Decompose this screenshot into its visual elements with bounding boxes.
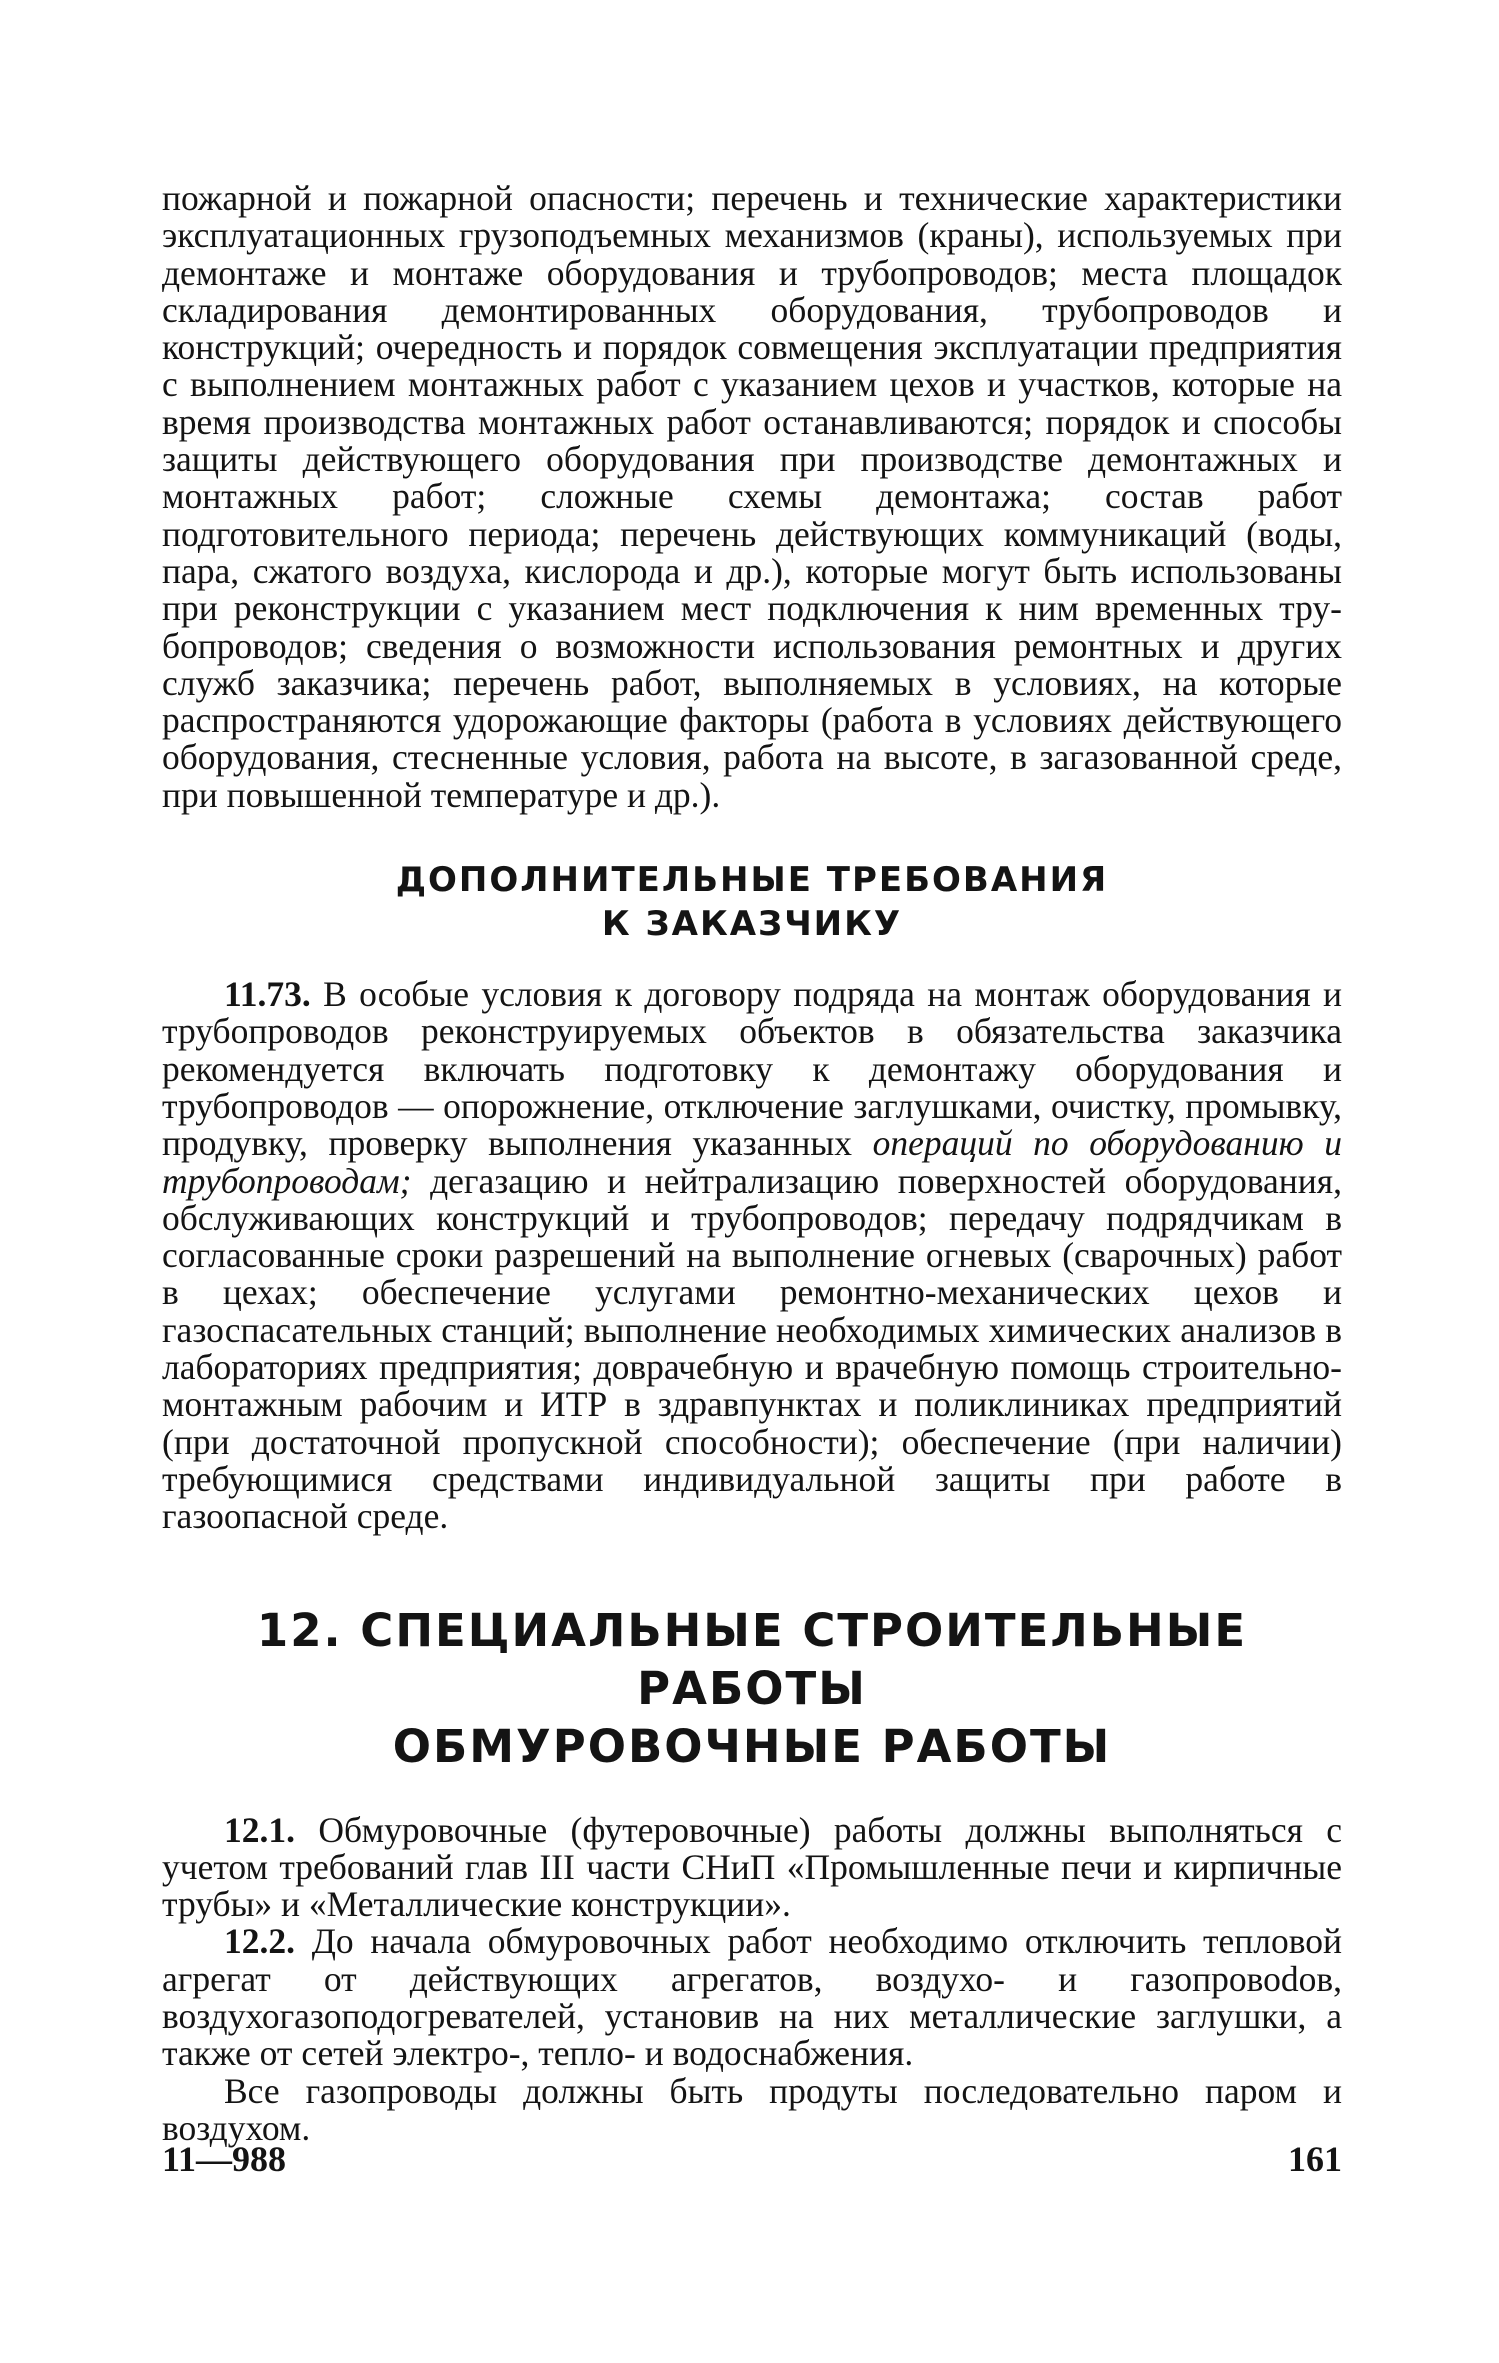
clause-text: дегазацию и нейтрализацию поверхностей оборудования, обслуживающих конструкций и трубопроводов; передачу подрядчикам в согласованные сроки разрешений на выполнение огневых (сварочных) работ в цехах; обеспечение услугами ремонтно-механических цехов и газоспасательных станций; выполнение необходимых химических анализов в лабораториях предприятия; доврачебную и врачебную помощь строительно-монтажным рабочим и ИТР в здравпунктах и поликлиниках предприятий (при достаточной пропускной способности); обеспечение (при наличии) требующимися средствами индивидуальной защиты при работе в газоопасной среде. [162,1160,1342,1537]
page-content [162,180,1342,2147]
signature-mark: 11—988 [162,2139,287,2179]
section-heading-line-1: 12. СПЕЦИАЛЬНЫЕ СТРОИТЕЛЬНЫЕ РАБОТЫ [256,1603,1248,1715]
clause-text: Обмуровочные (футеровочные) работы должны выполняться с учетом требований глав III части СНиП «Промышленные печи и кирпичные трубы» и «Металлические конструкции». [162,1809,1343,1925]
subheading-line-1: ДОПОЛНИТЕЛЬНЫЕ ТРЕБОВАНИЯ [395,860,1109,901]
clause-12-2 [162,1923,1342,2072]
section-heading [162,1602,1342,1776]
intro-paragraph: пожарной и пожарной опасности; перечень и технические характеристики эксплуатационных грузоподъемных механизмов (краны), используемых при демонтаже и монтаже оборудования и трубопроводов; места площадок складирования демонтированных оборудования, трубопроводов и конструкций; очередность и порядок совмещения эксплуатации предприятия с выполнением монтажных работ с указанием цехов и участков, которые на время производства монтажных работ останавливаются; порядок и способы защиты действующего оборудования при производстве демонтажных и монтажных работ; сложные схемы демонтажа; состав работ подготовительного периода; перечень действующих коммуникаций (воды, пара, сжатого воздуха, кислорода и др.), которые могут быть использованы при реконструкции с указанием мест подключения к ним временных трубопроводов; сведения о возможности использования ремонтных и других служб заказчика; перечень работ, выполняемых в условиях, на которые распространяются удорожающие факторы (работа в условиях действующего оборудования, стесненные условия, работа на высоте, в загазованной среде, при повышенной температуре и др.). [162,178,1342,815]
page-number: 161 [1288,2139,1342,2179]
clause-11-73 [162,976,1342,1535]
section-heading-line-2: ОБМУРОВОЧНЫЕ РАБОТЫ [392,1719,1112,1773]
subheading-line-2: К ЗАКАЗЧИКУ [601,904,903,945]
clause-number: 12.2. [224,1921,295,1962]
clause-text: До начала обмуровочных работ необходимо отключить тепловой агрегат от действующих агрегатов, воздухо- и газопровоdов, воздухогазоподогревателей, установив на них металлические заглушки, а также от сетей электро-, тепло- и водоснабжения. [162,1921,1342,2074]
clause-number: 12.1. [224,1809,295,1850]
clause-text: В особые условия к договору подряда на монтаж оборудования и трубопроводов реконструируемых объектов в обязательства заказчика рекомендуется включать подготовку к демонтажу оборудования и трубопроводов — опорожнение, отключение заглушками, очистку, промывку, продувку, проверку выполнения указанных [162,974,1342,1164]
final-paragraph: Все газопроводы должны быть продуты последовательно паром и воздухом. [162,2070,1342,2148]
clause-text-italic: операций по оборудованию и трубопроводам; [162,1123,1342,1201]
clause-number: 11.73. [224,974,311,1015]
clause-12-1 [162,1809,1343,1925]
subheading [162,858,1342,946]
